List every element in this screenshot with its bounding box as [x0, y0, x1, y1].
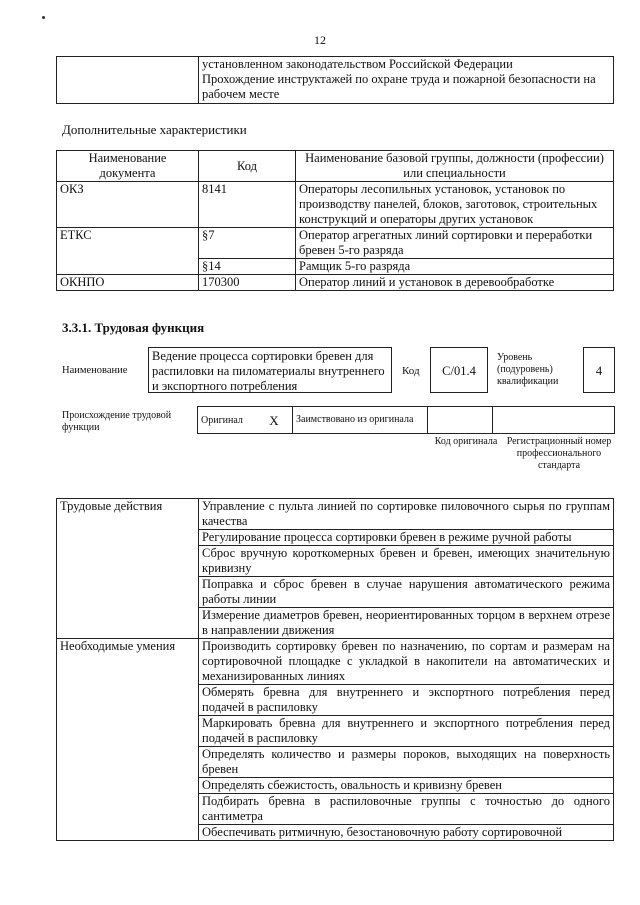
code-label: Код — [402, 365, 420, 377]
original-label: Оригинал — [198, 407, 257, 434]
skills-label: Необходимые умения — [57, 639, 199, 841]
row-name: Операторы лесопильных установок, установок по производству панелей, блоков, заготовок, строительных конструкций и операторы других установок — [296, 182, 614, 228]
top-table — [56, 56, 614, 104]
scan-dot — [42, 16, 45, 19]
list-item: Управление с пульта линией по сортировке пиловочного сырья по группам качества — [199, 499, 614, 530]
row-doc: ЕТКС — [57, 228, 199, 275]
table-row — [57, 639, 614, 685]
labor-actions-label: Трудовые действия — [57, 499, 199, 639]
list-item: Определять количество и размеры пороков, выходящих на поверхность бревен — [199, 747, 614, 778]
main-table — [56, 498, 614, 841]
original-mark: X — [256, 407, 293, 434]
reg-number-cell — [493, 407, 615, 434]
row-doc: ОКЗ — [57, 182, 199, 228]
table-row — [57, 228, 614, 259]
table-row — [57, 275, 614, 291]
list-item: Измерение диаметров бревен, неориентированных торцом в верхнем отрезе в направлении движения — [199, 608, 614, 639]
row-code: §14 — [199, 259, 296, 275]
top-table-empty-cell — [57, 57, 199, 104]
additional-table — [56, 150, 614, 291]
list-item: Маркировать бревна для внутреннего и экспортного потребления перед подачей в распиловку — [199, 716, 614, 747]
row-name: Оператор агрегатных линий сортировки и переработки бревен 5-го разряда — [296, 228, 614, 259]
row-name: Оператор линий и установок в деревообработке — [296, 275, 614, 291]
function-heading: 3.3.1. Трудовая функция — [62, 320, 205, 335]
top-table-content — [199, 57, 614, 104]
header-code: Код — [199, 151, 296, 182]
borrowed-label: Заимствовано из оригинала — [293, 407, 428, 434]
level-value: 4 — [583, 347, 615, 393]
table-row — [57, 182, 614, 228]
origin-label: Происхождение трудовой функции — [62, 410, 172, 433]
table-row — [57, 499, 614, 530]
code-original-cell — [428, 407, 493, 434]
top-table-line-2: Прохождение инструктажей по охране труда и пожарной безопасности на рабочем месте — [202, 72, 596, 101]
row-name: Рамщик 5-го разряда — [296, 259, 614, 275]
reg-number-label: Регистрационный номер профессионального стандарта — [506, 436, 612, 471]
code-original-label: Код оригинала — [434, 436, 498, 447]
list-item: Подбирать бревна в распиловочные группы с точностью до одного сантиметра — [199, 794, 614, 825]
row-code: §7 — [199, 228, 296, 259]
list-item: Обеспечивать ритмичную, безостановочную работу сортировочной — [199, 825, 614, 841]
level-label: Уровень (подуровень) квалификации — [497, 352, 559, 387]
page-number: 12 — [314, 33, 326, 47]
function-name-value: Ведение процесса сортировки бревен для распиловки на пиломатериалы внутреннего и экспортного потребления — [148, 347, 392, 393]
row-doc: ОКНПО — [57, 275, 199, 291]
origin-table — [197, 406, 615, 434]
additional-title: Дополнительные характеристики — [62, 122, 247, 137]
header-name: Наименование базовой группы, должности (профессии) или специальности — [296, 151, 614, 182]
list-item: Производить сортировку бревен по назначению, по сортам и размерам на сортировочной площадке с укладкой в накопители на автоматических и механизированных линиях — [199, 639, 614, 685]
row-code: 170300 — [199, 275, 296, 291]
list-item: Обмерять бревна для внутреннего и экспортного потребления перед подачей в распиловку — [199, 685, 614, 716]
list-item: Определять сбежистость, овальность и кривизну бревен — [199, 778, 614, 794]
top-table-line-1: установленном законодательством Российской Федерации — [202, 57, 513, 71]
row-code: 8141 — [199, 182, 296, 228]
list-item: Поправка и сброс бревен в случае нарушения автоматического режима работы линии — [199, 577, 614, 608]
name-label: Наименование — [62, 365, 128, 376]
list-item: Сброс вручную короткомерных бревен и бревен, имеющих значительную кривизну — [199, 546, 614, 577]
list-item: Регулирование процесса сортировки бревен в режиме ручной работы — [199, 530, 614, 546]
header-document: Наименование документа — [57, 151, 199, 182]
function-code-value: C/01.4 — [430, 347, 488, 393]
